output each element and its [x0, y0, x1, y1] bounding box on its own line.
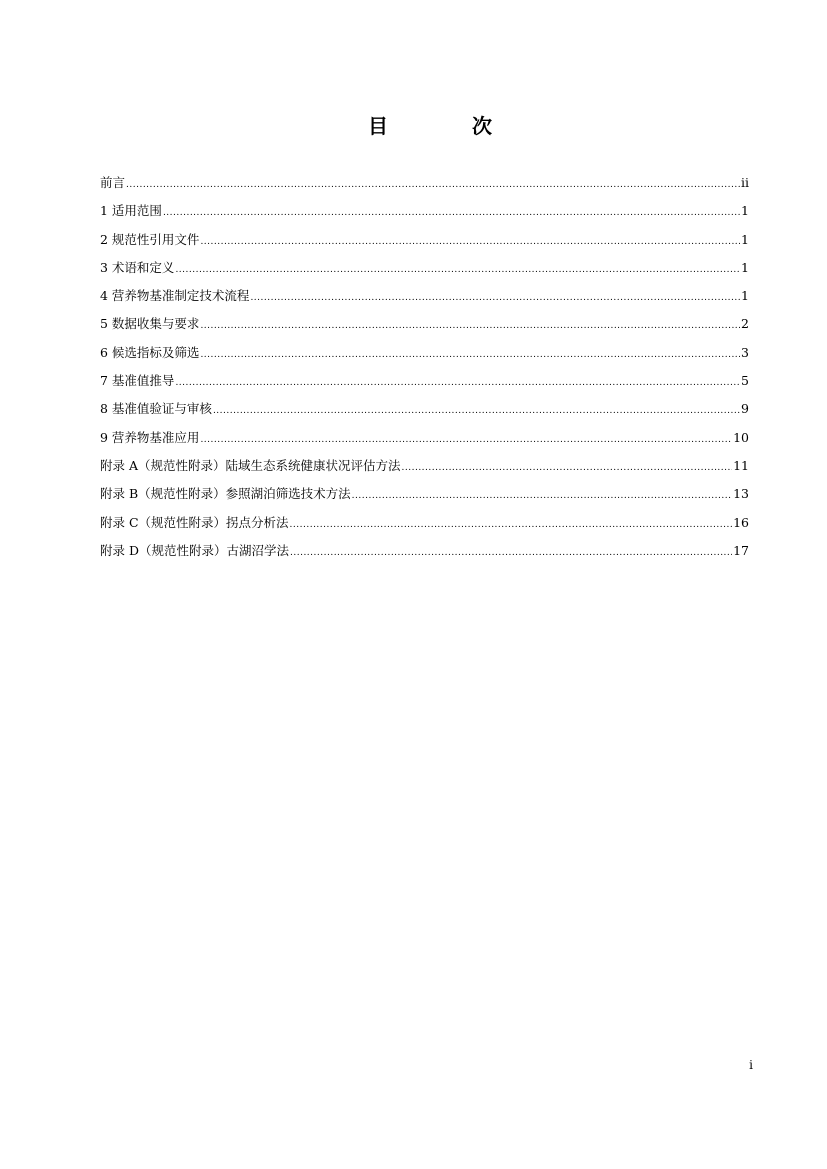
toc-entry-label: 8 基准值验证与审核: [100, 401, 212, 417]
toc-entry-label: 1 适用范围: [100, 203, 162, 219]
toc-leader-dots: [200, 429, 732, 451]
toc-entry-page: 13: [733, 486, 749, 502]
toc-entry-label: 6 候选指标及筛选: [100, 344, 200, 360]
toc-leader-dots: [402, 457, 733, 479]
toc-entry-page: 2: [741, 316, 749, 332]
toc-entry-page: 1: [741, 288, 749, 304]
toc-entry-page: 1: [741, 259, 749, 275]
toc-leader-dots: [175, 372, 740, 394]
table-of-contents: [100, 172, 749, 568]
toc-entry-page: 10: [733, 429, 749, 445]
toc-leader-dots: [163, 202, 740, 224]
toc-leader-dots: [352, 485, 732, 507]
toc-entry-8[interactable]: [100, 398, 749, 426]
toc-entry-page: 1: [741, 231, 749, 247]
page-number: i: [749, 1058, 753, 1072]
toc-entry-label: 3 术语和定义: [100, 259, 175, 275]
toc-entry-label: 2 规范性引用文件: [100, 231, 200, 247]
toc-leader-dots: [200, 344, 740, 366]
toc-entry-6[interactable]: [100, 342, 749, 370]
toc-entry-label: 附录 C（规范性附录）拐点分析法: [100, 514, 289, 530]
toc-entry-label: 附录 A（规范性附录）陆域生态系统健康状况评估方法: [100, 457, 401, 473]
toc-leader-dots: [200, 315, 740, 337]
toc-entry-label: 附录 B（规范性附录）参照湖泊筛选技术方法: [100, 486, 351, 502]
toc-entry-page: 9: [741, 401, 749, 417]
toc-entry-9[interactable]: [100, 427, 749, 455]
toc-entry-page: ii: [741, 175, 749, 190]
toc-leader-dots: [200, 231, 740, 253]
toc-entry-label: 4 营养物基准制定技术流程: [100, 288, 250, 304]
toc-leader-dots: [213, 400, 740, 422]
toc-entry-page: 3: [741, 344, 749, 360]
toc-entry-3[interactable]: [100, 257, 749, 285]
toc-entry-appendix-c[interactable]: [100, 512, 749, 540]
toc-leader-dots: [290, 542, 732, 564]
toc-leader-dots: [126, 174, 740, 196]
toc-entry-label: 7 基准值推导: [100, 373, 175, 389]
page-title: 目 次: [368, 114, 524, 139]
toc-entry-page: 16: [733, 514, 749, 530]
toc-entry-label: 附录 D（规范性附录）古湖沼学法: [100, 542, 289, 558]
toc-entry-appendix-b[interactable]: [100, 483, 749, 511]
toc-entry-label: 5 数据收集与要求: [100, 316, 200, 332]
toc-entry-page: 1: [741, 203, 749, 219]
toc-entry-7[interactable]: [100, 370, 749, 398]
toc-entry-label: 前言: [100, 175, 126, 190]
toc-entry-preface[interactable]: [100, 172, 749, 200]
toc-entry-2[interactable]: [100, 229, 749, 257]
toc-leader-dots: [290, 514, 733, 536]
toc-entry-appendix-a[interactable]: [100, 455, 749, 483]
toc-entry-5[interactable]: [100, 313, 749, 341]
toc-entry-1[interactable]: [100, 200, 749, 228]
toc-entry-page: 11: [733, 457, 749, 473]
toc-leader-dots: [250, 287, 740, 309]
toc-entry-label: 9 营养物基准应用: [100, 429, 200, 445]
toc-entry-4[interactable]: [100, 285, 749, 313]
toc-entry-appendix-d[interactable]: [100, 540, 749, 568]
toc-leader-dots: [175, 259, 740, 281]
toc-entry-page: 5: [741, 373, 749, 389]
toc-entry-page: 17: [733, 542, 749, 558]
